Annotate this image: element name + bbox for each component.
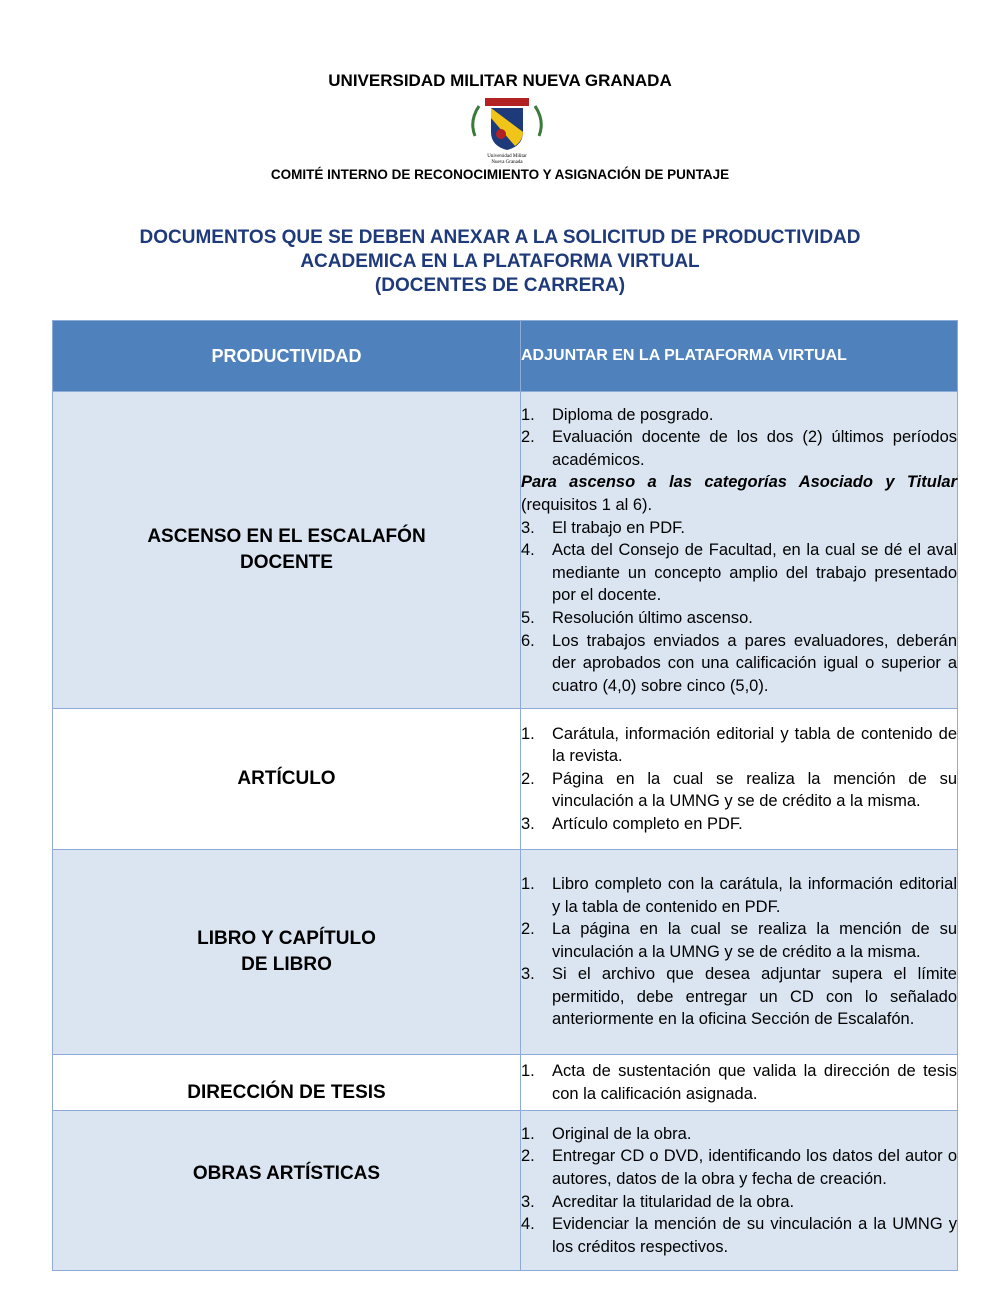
university-crest-logo [467, 96, 547, 164]
list-item: 1. Acta de sustentación que valida la dirección de tesis con la calificación asignada. [521, 1061, 957, 1103]
svg-text:Nueva Granada: Nueva Granada [491, 160, 523, 164]
table-row [53, 1111, 958, 1271]
row-items-libro [521, 850, 958, 1055]
table-row [53, 1055, 958, 1111]
category-note: Para ascenso a las categorías Asociado y Titular (requisitos 1 al 6). [521, 473, 957, 515]
list-item: 1. Carátula, información editorial y tabla de contenido de la revista. [521, 724, 957, 766]
list-item: 6. Los trabajos enviados a pares evaluadores, deberán der aprobados con una calificación igual o superior a cuatro (4,0) sobre cinco (5,0). [521, 631, 957, 695]
list-item: 2. Página en la cual se realiza la mención de su vinculación a la UMNG y se de crédito a la misma. [521, 769, 957, 811]
svg-text:Universidad Militar: Universidad Militar [487, 154, 527, 159]
list-item: 3. El trabajo en PDF. [521, 518, 685, 537]
title-line-3: (DOCENTES DE CARRERA) [374, 275, 626, 296]
table-row [53, 850, 958, 1055]
row-label-tesis: DIRECCIÓN DE TESIS [53, 1055, 521, 1111]
row-label-libro: LIBRO Y CAPÍTULO DE LIBRO [53, 850, 521, 1055]
list-item: 2. La página en la cual se realiza la mención de su vinculación a la UMNG y se de crédito a la misma. [521, 920, 957, 961]
row-items-obras [521, 1111, 958, 1271]
row-items-articulo [521, 709, 958, 850]
row-items-ascenso [521, 392, 958, 709]
requirements-table [52, 320, 958, 1271]
list-item: 4. Evidenciar la mención de su vinculación a la UMNG y los créditos respectivos. [521, 1215, 957, 1256]
title-line-2: ACADEMICA EN LA PLATAFORMA VIRTUAL [300, 251, 700, 272]
list-item: 1. Libro completo con la carátula, la información editorial y la tabla de contenido en PDF. [521, 874, 957, 916]
list-item: 2. Entregar CD o DVD, identificando los datos del autor o autores, datos de la obra y fecha de creación. [521, 1147, 957, 1188]
header-productividad: PRODUCTIVIDAD [53, 321, 521, 392]
list-item: 1. Diploma de posgrado. [521, 405, 714, 424]
row-items-tesis [521, 1055, 958, 1111]
list-item: 5. Resolución último ascenso. [521, 608, 753, 627]
table-row [53, 709, 958, 850]
table-header-row [53, 321, 958, 392]
list-item: 1. Original de la obra. [521, 1124, 692, 1143]
university-name: UNIVERSIDAD MILITAR NUEVA GRANADA [328, 71, 672, 90]
row-label-articulo: ARTÍCULO [53, 709, 521, 850]
row-label-obras: OBRAS ARTÍSTICAS [53, 1111, 521, 1271]
committee-name: COMITÉ INTERNO DE RECONOCIMIENTO Y ASIGNACIÓN DE PUNTAJE [270, 167, 730, 182]
header-adjuntar: ADJUNTAR EN LA PLATAFORMA VIRTUAL [521, 321, 958, 392]
list-item: 3. Si el archivo que desea adjuntar supera el límite permitido, debe entregar un CD con lo señalado anteriormente en la oficina Sección de Escalafón. [521, 965, 957, 1029]
list-item: 3. Acreditar la titularidad de la obra. [521, 1192, 795, 1211]
row-label-ascenso: ASCENSO EN EL ESCALAFÓN DOCENTE [53, 392, 521, 709]
document-title [0, 226, 1000, 298]
list-item: 3. Artículo completo en PDF. [521, 814, 743, 833]
title-line-1: DOCUMENTOS QUE SE DEBEN ANEXAR A LA SOLICITUD DE PRODUCTIVIDAD [139, 227, 861, 248]
table-row [53, 392, 958, 709]
list-item: 4. Acta del Consejo de Facultad, en la cual se dé el aval mediante un concepto amplio del trabajo presentado por el docente. [521, 541, 957, 605]
list-item: 2. Evaluación docente de los dos (2) últimos períodos académicos. [521, 428, 957, 469]
